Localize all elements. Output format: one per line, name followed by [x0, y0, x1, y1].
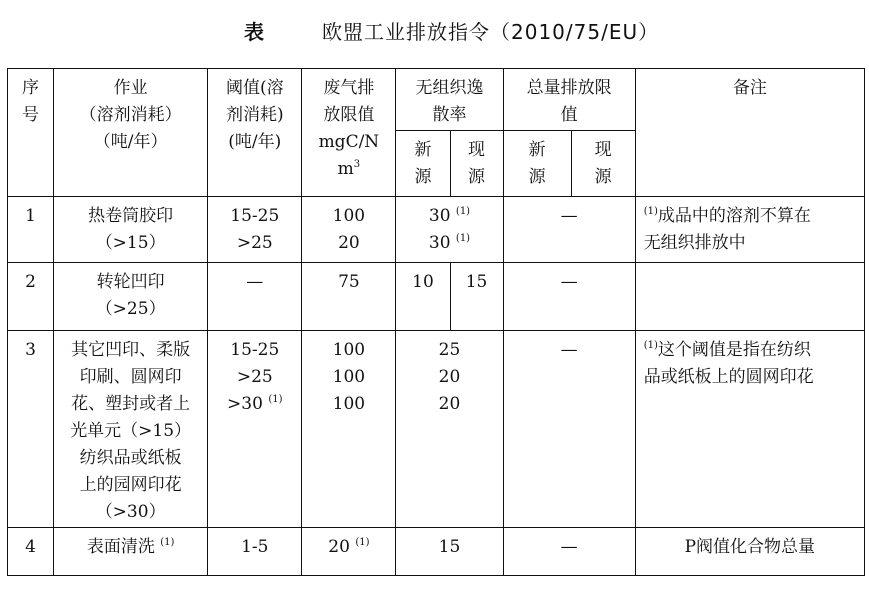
row-activity: 表面清洗 $^{(1)}$: [54, 528, 208, 576]
header-fugitive: 无组织逸 散率: [396, 69, 503, 131]
row-seq: 3: [8, 331, 54, 528]
row-remarks: $^{(1)}$这个阈值是指在纺织 品或纸板上的圆网印花: [635, 331, 864, 528]
header-total-existing: 现 源: [571, 131, 635, 197]
row-fugitive-new: 10: [396, 263, 450, 331]
title-text: 欧盟工业排放指令（2010/75/EU）: [322, 20, 660, 44]
row-fugitive: 15: [396, 528, 503, 576]
row-remarks: P阀值化合物总量: [635, 528, 864, 576]
header-row: [8, 69, 865, 131]
header-waste-gas: 废气排 放限值 mgC/N $m^3$: [302, 69, 396, 197]
row-remarks: [635, 263, 864, 331]
row-fugitive: 25 20 20: [396, 331, 503, 528]
header-seq: 序 号: [8, 69, 54, 197]
header-total: 总量排放限 值: [503, 69, 635, 131]
header-threshold: 阈值(溶 剂消耗) (吨/年): [208, 69, 302, 197]
row-waste-gas: 75: [302, 263, 396, 331]
row-threshold: —: [208, 263, 302, 331]
title-prefix: 表: [244, 20, 265, 44]
row-remarks: $^{(1)}$成品中的溶剂不算在 无组织排放中: [635, 197, 864, 263]
row-activity: 转轮凹印 （>25）: [54, 263, 208, 331]
row-fugitive: 30 $^{(1)}$ 30 $^{(1)}$: [396, 197, 503, 263]
row-total: —: [503, 528, 635, 576]
row-waste-gas: 20 $^{(1)}$: [302, 528, 396, 576]
row-waste-gas: 100 100 100: [302, 331, 396, 528]
header-fugitive-existing: 现 源: [450, 131, 503, 197]
row-seq: 1: [8, 197, 54, 263]
row-threshold: 15-25 >25: [208, 197, 302, 263]
document-title: [0, 14, 869, 44]
row-activity: 热卷筒胶印 （>15）: [54, 197, 208, 263]
row-fugitive-existing: 15: [450, 263, 503, 331]
header-remarks: 备注: [635, 69, 864, 197]
row-waste-gas: 100 20: [302, 197, 396, 263]
header-total-new: 新 源: [503, 131, 571, 197]
table-row: [8, 528, 865, 576]
row-total: —: [503, 197, 635, 263]
row-threshold: 15-25 >25 >30 $^{(1)}$: [208, 331, 302, 528]
row-seq: 4: [8, 528, 54, 576]
table-row: [8, 331, 865, 528]
row-activity: 其它凹印、柔版 印刷、圆网印 花、塑封或者上 光单元（>15） 纺织品或纸板 上的园网印花 （>30）: [54, 331, 208, 528]
row-total: —: [503, 331, 635, 528]
table-row: [8, 197, 865, 263]
row-threshold: 1-5: [208, 528, 302, 576]
header-activity: 作业 （溶剂消耗） （吨/年）: [54, 69, 208, 197]
header-fugitive-new: 新 源: [396, 131, 450, 197]
row-seq: 2: [8, 263, 54, 331]
table-row: [8, 263, 865, 331]
row-total: —: [503, 263, 635, 331]
emission-table: [7, 68, 865, 576]
